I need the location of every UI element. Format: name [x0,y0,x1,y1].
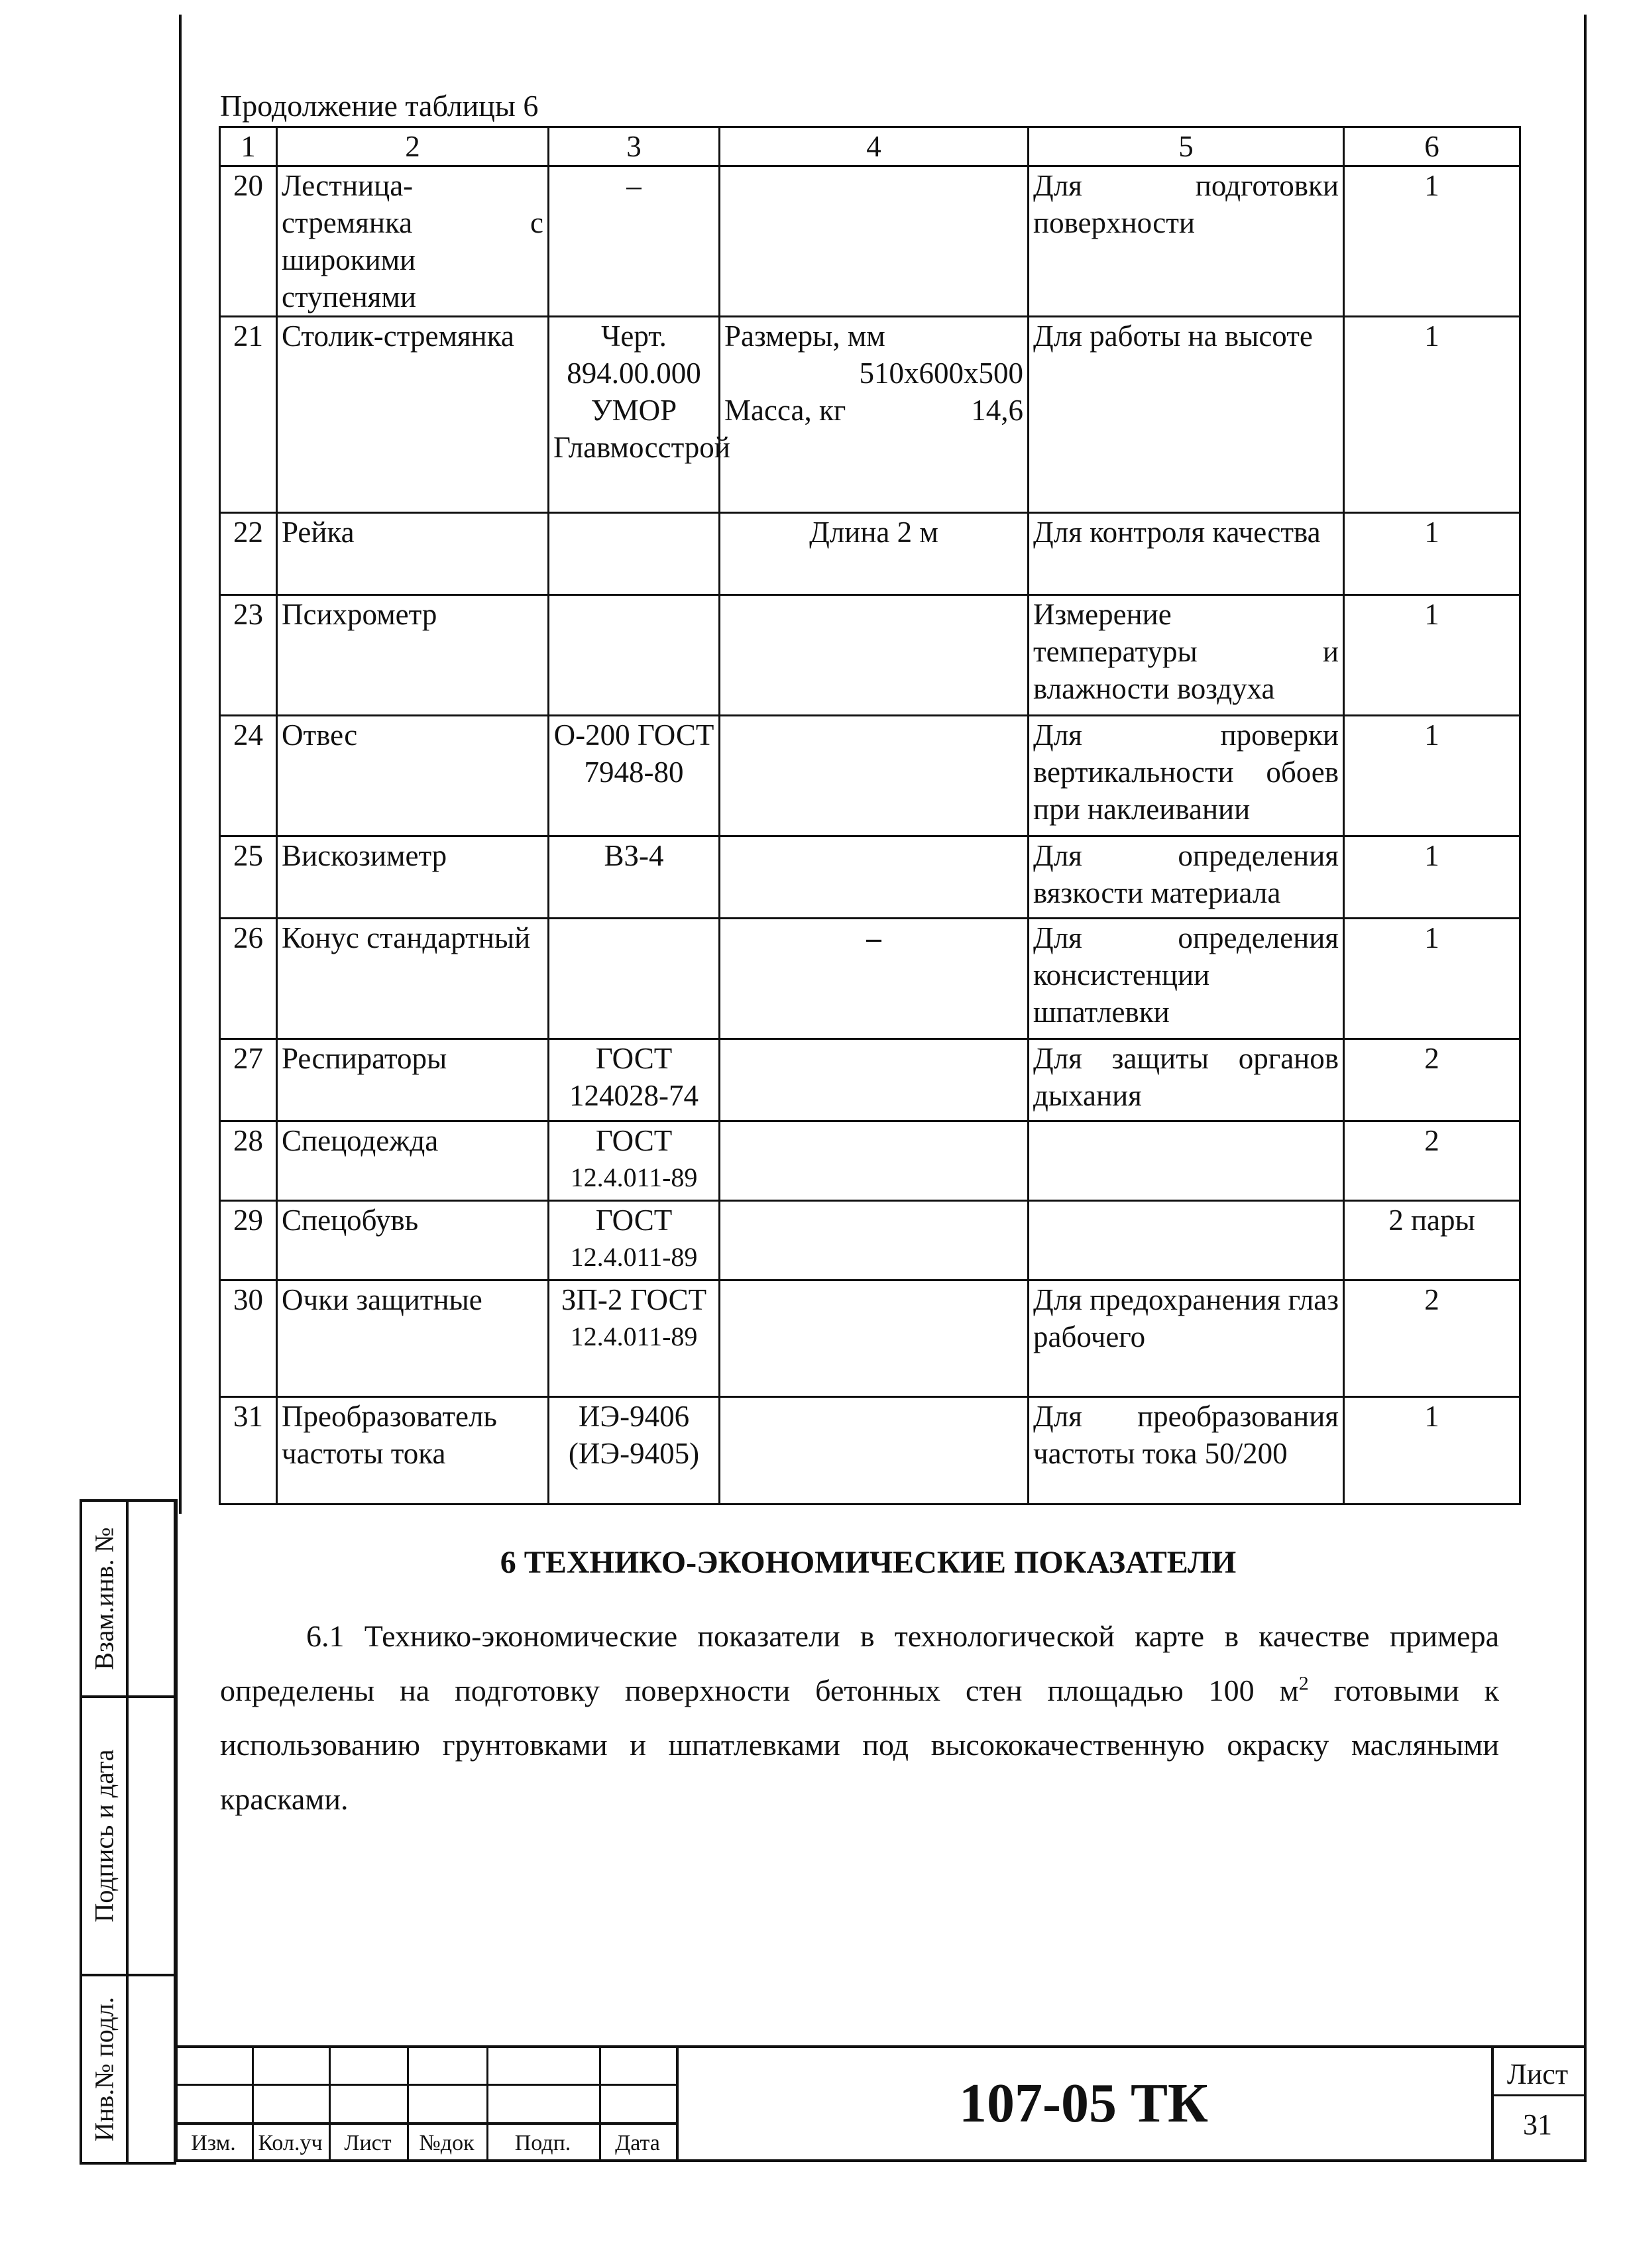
row-number: 28 [220,1121,277,1201]
table-row [220,1121,1520,1201]
table-row [220,716,1520,836]
item-spec [720,1039,1029,1121]
sheet-number: 31 [1523,2108,1552,2141]
paragraph-text-b: готовыми к использованию грунтовками и шпатлевками под высококачественную окраску масляными красками. [220,1673,1500,1816]
item-name: Респираторы [277,1039,549,1121]
item-doc-line1: ГОСТ [595,1204,673,1237]
spec-mass-value: 14,6 [971,394,1023,427]
section-paragraph [220,1609,1499,1827]
item-doc: ИЭ-9406 (ИЭ-9405) [549,1397,720,1504]
table-row [220,1039,1520,1121]
table-header-row [220,127,1520,166]
item-purpose: Для определения консистенции шпатлевки [1029,919,1344,1039]
item-spec [720,595,1029,716]
item-qty: 1 [1344,919,1520,1039]
item-doc [549,1280,720,1397]
tb-podp: Подп. [514,2131,571,2155]
sheet-label: Лист [1506,2058,1569,2090]
item-purpose: Для предохранения глаз рабочего [1029,1280,1344,1397]
item-qty: 1 [1344,595,1520,716]
item-purpose: Для определения вязкости материала [1029,836,1344,919]
item-name: Рейка [277,513,549,595]
row-number: 23 [220,595,277,716]
side-stamp-podpis [80,1695,176,1976]
side-label-inv: Инв.№ подл. [89,1997,119,2141]
item-spec [720,716,1029,836]
frame-right-border [1584,15,1587,2162]
item-name: Лестница-стремянка с широкими ступенями [277,166,549,317]
document-code: 107-05 ТК [959,2072,1208,2134]
item-qty: 1 [1344,716,1520,836]
item-doc [549,513,720,595]
equipment-table [219,126,1521,1505]
tb-kol: Кол.уч [258,2131,323,2155]
item-spec [720,317,1029,513]
row-number: 27 [220,1039,277,1121]
item-purpose: Для контроля качества [1029,513,1344,595]
item-purpose [1029,1201,1344,1280]
item-spec [720,1397,1029,1504]
item-purpose [1029,1121,1344,1201]
frame-left-border [179,15,182,1514]
item-spec [720,166,1029,317]
item-qty: 2 [1344,1121,1520,1201]
item-name: Преобразователь частоты тока [277,1397,549,1504]
item-name: Столик-стремянка [277,317,549,513]
paragraph-text-a: 6.1 Технико-экономические показатели в технологической карте в качестве примера определены на подготовку поверхности бетонных стен площадью 100 м [220,1619,1499,1707]
item-purpose: Измерение температуры и влажности воздуха [1029,595,1344,716]
item-doc-line2: 12.4.011-89 [570,1242,698,1272]
item-qty: 1 [1344,166,1520,317]
item-doc-line1: ЗП-2 ГОСТ [561,1283,707,1316]
row-number: 29 [220,1201,277,1280]
item-name: Вискозиметр [277,836,549,919]
row-number: 22 [220,513,277,595]
table-row [220,1201,1520,1280]
item-spec: – [720,919,1029,1039]
item-doc-line2: 12.4.011-89 [570,1322,698,1351]
item-spec [720,1201,1029,1280]
row-number: 20 [220,166,277,317]
header-cell: 6 [1344,127,1520,166]
header-cell: 1 [220,127,277,166]
item-doc: ГОСТ 124028-74 [549,1039,720,1121]
header-cell: 5 [1029,127,1344,166]
item-qty: 1 [1344,836,1520,919]
tb-list: Лист [344,2131,392,2155]
item-spec [720,1121,1029,1201]
table-row [220,595,1520,716]
item-spec [720,836,1029,919]
item-qty: 2 [1344,1280,1520,1397]
item-name: Отвес [277,716,549,836]
item-purpose: Для проверки вертикальности обоев при наклеивании [1029,716,1344,836]
table-row [220,513,1520,595]
item-doc: ВЗ-4 [549,836,720,919]
header-cell: 2 [277,127,549,166]
item-doc: – [549,166,720,317]
item-doc [549,919,720,1039]
side-stamp-inv [80,1974,176,2165]
item-name: Конус стандартный [277,919,549,1039]
item-spec [720,1280,1029,1397]
item-doc [549,1201,720,1280]
row-number: 30 [220,1280,277,1397]
item-qty: 1 [1344,317,1520,513]
item-name: Психрометр [277,595,549,716]
row-number: 25 [220,836,277,919]
tb-data: Дата [615,2131,660,2155]
item-doc-line1: ГОСТ [595,1124,673,1157]
table-row [220,317,1520,513]
item-name: Спецобувь [277,1201,549,1280]
item-name: Спецодежда [277,1121,549,1201]
spec-dims-value: 510x600x500 [859,357,1023,390]
item-spec: Длина 2 м [720,513,1029,595]
item-doc [549,595,720,716]
item-qty: 1 [1344,513,1520,595]
tb-izm: Изм. [191,2131,236,2155]
row-number: 26 [220,919,277,1039]
item-doc: Черт. 894.00.000 УМОР Главмосстрой [549,317,720,513]
table-row [220,836,1520,919]
item-purpose: Для преобразования частоты тока 50/200 [1029,1397,1344,1504]
table-row [220,919,1520,1039]
table-row [220,166,1520,317]
row-number: 31 [220,1397,277,1504]
paragraph-superscript: 2 [1298,1672,1309,1695]
item-doc: О-200 ГОСТ 7948-80 [549,716,720,836]
item-qty: 2 пары [1344,1201,1520,1280]
item-doc [549,1121,720,1201]
row-number: 24 [220,716,277,836]
table-continuation-caption: Продолжение таблицы 6 [220,89,539,123]
section-title: 6 ТЕХНИКО-ЭКОНОМИЧЕСКИЕ ПОКАЗАТЕЛИ [500,1545,1237,1580]
header-cell: 4 [720,127,1029,166]
table-row [220,1397,1520,1504]
side-label-podpis: Подпись и дата [89,1749,119,1923]
item-purpose: Для подготовки поверхности [1029,166,1344,317]
side-stamp-vzam [80,1499,176,1698]
tb-ndok: №док [419,2131,475,2155]
item-qty: 1 [1344,1397,1520,1504]
side-label-vzam: Взам.инв. № [89,1527,119,1670]
spec-dims-label: Размеры, мм [724,319,885,353]
item-doc-line2: 12.4.011-89 [570,1162,698,1192]
item-name: Очки защитные [277,1280,549,1397]
header-cell: 3 [549,127,720,166]
item-purpose: Для работы на высоте [1029,317,1344,513]
row-number: 21 [220,317,277,513]
spec-mass-label: Масса, кг [724,394,846,427]
table-row [220,1280,1520,1397]
item-qty: 2 [1344,1039,1520,1121]
item-purpose: Для защиты органов дыхания [1029,1039,1344,1121]
